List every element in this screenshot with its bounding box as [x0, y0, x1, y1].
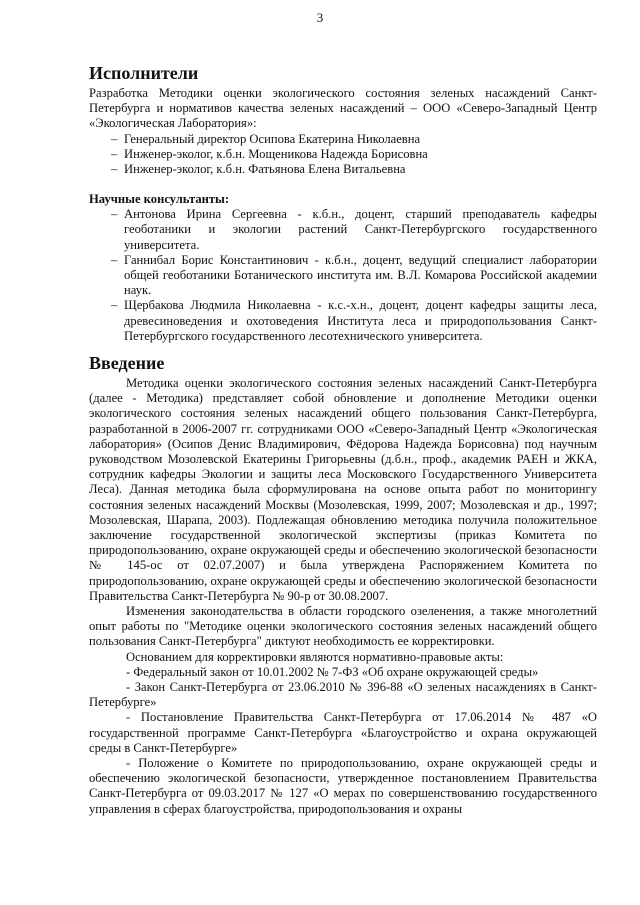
consultant-text: Щербакова Людмила Николаевна - к.с.-х.н., доцент, доцент кафедры защиты леса, древесиноведения и охотоведения Института леса и природопользования Санкт-Петербургского государственного лесотехнического университета.	[124, 298, 597, 343]
legal-act-item: - Закон Санкт-Петербурга от 23.06.2010 № 396-88 «О зеленых насаждениях в Санкт-Петербурге»	[89, 680, 597, 710]
executor-item: – Инженер-эколог, к.б.н. Фатьянова Елена Витальевна	[111, 162, 406, 177]
legal-act-item: - Постановление Правительства Санкт-Петербурга от 17.06.2014 № 487 «О государственной программе Санкт-Петербурга «Благоустройство и охрана окружающей среды в Санкт-Петербурге»	[89, 710, 597, 755]
consultants-section	[89, 192, 597, 344]
intro-paragraph-1: Методика оценки экологического состояния зеленых насаждений Санкт-Петербурга (далее - Методика) представляет собой обновление и дополнение Методики оценки экологического состояния зеленых насаждений общего пользования Санкт-Петербурга, разработанной в 2006-2007 гг. сотрудниками ООО «Северо-Западный Центр «Экологическая лаборатория» (Осипов Денис Владимирович, Фёдорова Надежда Борисовна) под научным руководством Мозолевской Екатерины Григорьевны (д.б.н., проф., академик РАЕН и ЖКА, сотрудник кафедры Экологии и защиты леса Московского Государственного Университета Леса). Данная методика была сформулирована на основе опыта работ по мониторингу состояния зеленых насаждений Москвы (Мозолевская, 1999, 2007; Мозолевская и др., 1997; Мозолевская, Шарапа, 2003). Подлежащая обновлению методика получила положительное заключение государственной экологической экспертизы (приказ Комитета по природопользованию, охране окружающей среды и обеспечению экологической безопасности № 145-ос от 02.07.2007) и была утверждена Распоряжением Комитета по природопользованию, охране окружающей среды и обеспечению экологической безопасности Правительства Санкт-Петербурга № 90-р от 30.08.2007.	[89, 376, 597, 603]
executor-item: – Генеральный директор Осипова Екатерина Николаевна	[111, 131, 421, 146]
executors-heading: Исполнители	[89, 63, 199, 83]
executor-name: Инженер-эколог, к.б.н. Фатьянова Елена Витальевна	[124, 162, 406, 177]
consultant-item: – Щербакова Людмила Николаевна - к.с.-х.н., доцент, доцент кафедры защиты леса, древесиноведения и охотоведения Института леса и природопользования Санкт-Петербургского государственного лесотехнического университета.	[111, 298, 597, 343]
intro-paragraph-2: Изменения законодательства в области городского озеленения, а также многолетний опыт работы по "Методике оценки экологического состояния зеленых насаждений общего пользования Санкт-Петербурга" диктуют необходимость ее корректировки.	[89, 604, 597, 649]
consultant-item: – Ганнибал Борис Константинович - к.б.н., доцент, ведущий специалист лаборатории общей геоботаники Ботанического института им. В.Л. Комарова Российской академии наук.	[111, 252, 597, 298]
consultant-text: Антонова Ирина Сергеевна - к.б.н., доцент, старший преподаватель кафедры геоботаники и экологии растений Санкт-Петербургского государственного университета.	[124, 207, 597, 252]
legal-act-item: - Федеральный закон от 10.01.2002 № 7-ФЗ «Об охране окружающей среды»	[126, 664, 539, 679]
executors-intro: Разработка Методики оценки экологического состояния зеленых насаждений Санкт-Петербурга и нормативов качества зеленых насаждений – ООО «Северо-Западный Центр «Экологическая Лаборатория»:	[89, 86, 597, 131]
executor-name: Генеральный директор Осипова Екатерина Николаевна	[124, 131, 421, 146]
executors-section	[89, 62, 597, 177]
legal-act-item: - Положение о Комитете по природопользованию, охране окружающей среды и обеспечению экологической безопасности, утвержденное постановлением Правительства Санкт-Петербурга от 09.03.2017 № 127 «О мерах по совершенствованию государственного управления в сферах благоустройства, природопользования и охраны	[89, 756, 597, 816]
introduction-heading: Введение	[89, 353, 165, 373]
page-number: 3	[316, 10, 324, 25]
consultant-text: Ганнибал Борис Константинович - к.б.н., доцент, ведущий специалист лаборатории общей геоботаники Ботанического института им. В.Л. Комарова Российской академии наук.	[124, 252, 597, 298]
introduction-section	[89, 352, 597, 817]
executor-name: Инженер-эколог, к.б.н. Мощеникова Надежда Борисовна	[124, 146, 428, 161]
executor-item: – Инженер-эколог, к.б.н. Мощеникова Надежда Борисовна	[111, 146, 428, 161]
consultants-heading: Научные консультанты:	[89, 192, 230, 206]
intro-paragraph-3: Основанием для корректировки являются нормативно-правовые акты:	[126, 649, 504, 664]
consultant-item: – Антонова Ирина Сергеевна - к.б.н., доцент, старший преподаватель кафедры геоботаники и экологии растений Санкт-Петербургского государственного университета.	[111, 207, 597, 252]
